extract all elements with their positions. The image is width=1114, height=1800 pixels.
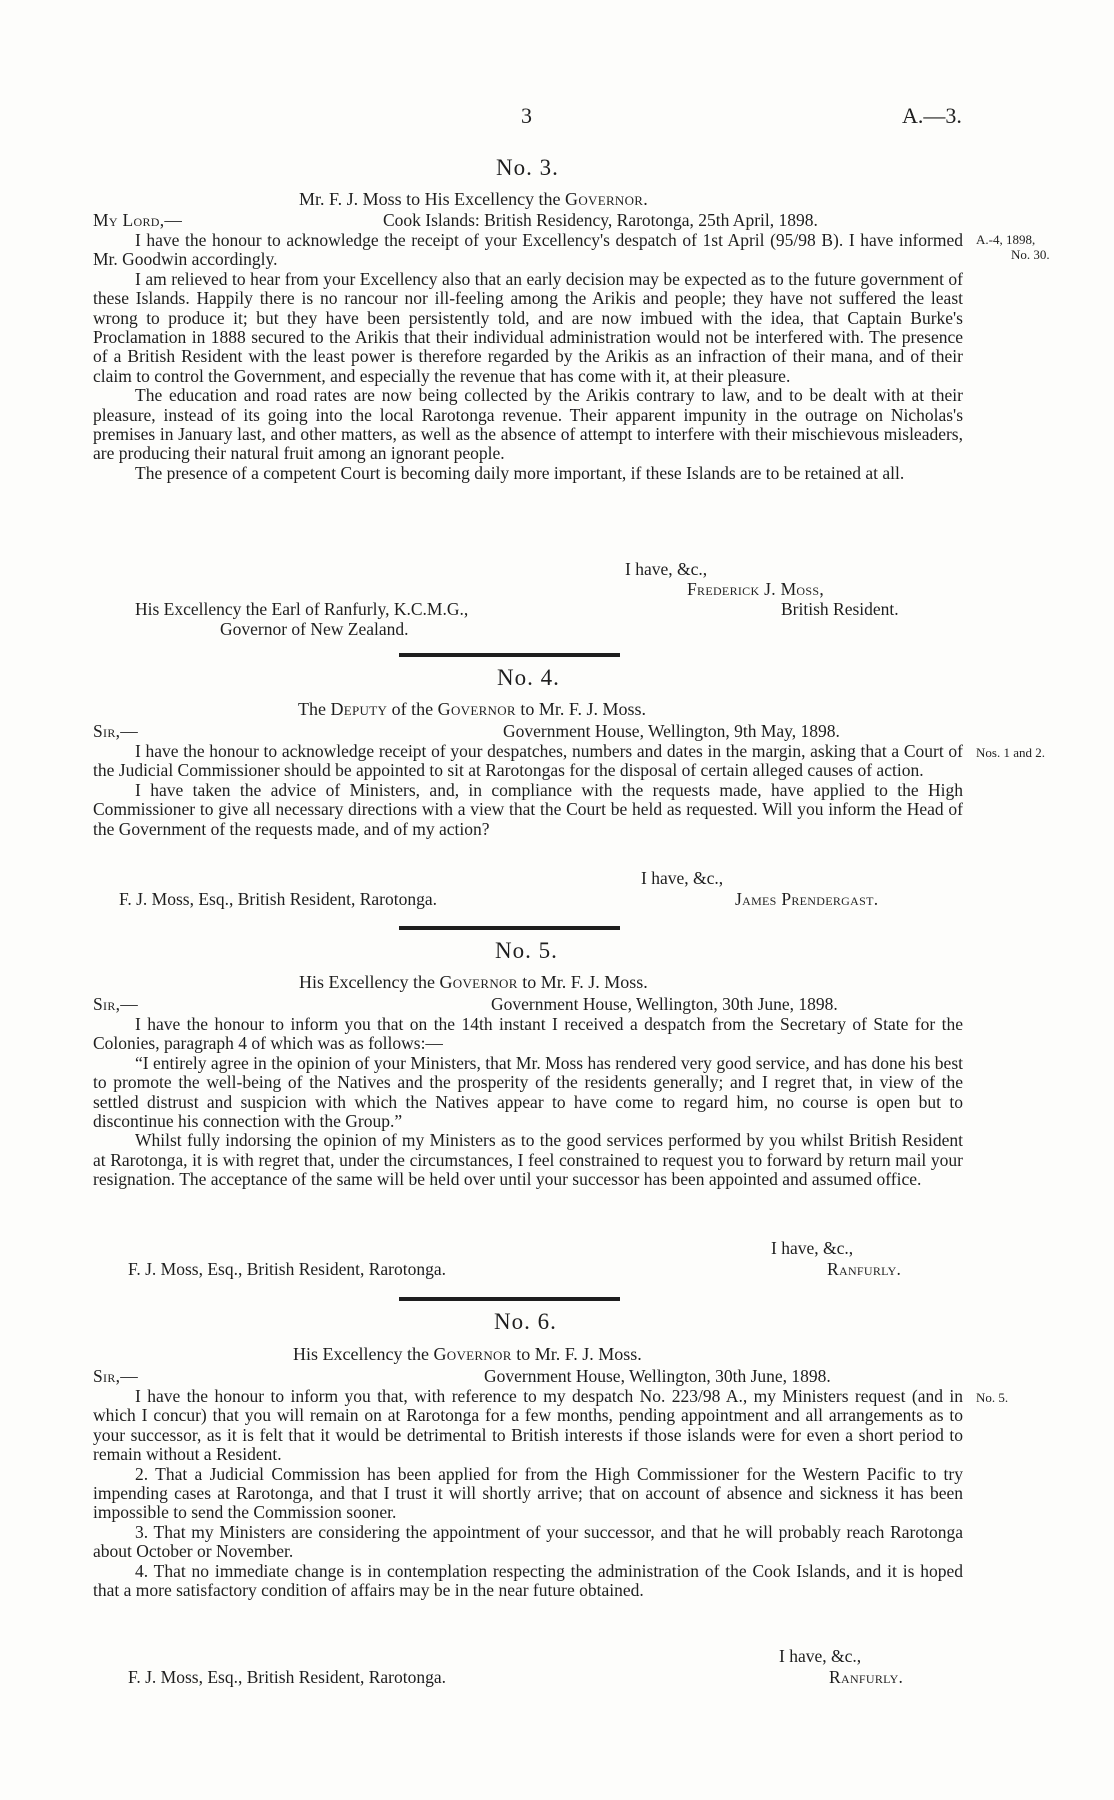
section-divider — [399, 653, 620, 657]
letter-5-heading: His Excellency the Governor to Mr. F. J. Moss. — [299, 972, 648, 992]
letter-3-addressee-2: Governor of New Zealand. — [220, 619, 409, 639]
letter-5-closing: I have, &c., — [771, 1238, 854, 1258]
letter-6-signature: Ranfurly. — [829, 1667, 904, 1687]
letter-4-heading: The Deputy of the Governor to Mr. F. J. Moss. — [298, 699, 646, 719]
paragraph: I have taken the advice of Ministers, and, in compliance with the requests made, have applied to the High Commissioner to give all necessary directions with a view that the Court be held as requested. Will you inform the Head of the Government of the requests made, and of my action? — [93, 779, 963, 839]
paragraph: I have the honour to acknowledge the receipt of your Excellency's despatch of 1st April (95/98 B). I have informed Mr. Goodwin accordingly. — [93, 230, 963, 270]
letter-3-salutation: My Lord,— — [93, 210, 183, 230]
letter-3-number: No. 3. — [496, 155, 559, 180]
letter-3-addressee: His Excellency the Earl of Ranfurly, K.C.M.G., — [135, 599, 469, 619]
letter-3-margin-note-2: No. 30. — [1011, 247, 1050, 262]
paragraph: I have the honour to inform you that on the 14th instant I received a despatch from the Secretary of State for the Colonies, paragraph 4 of which was as follows:— — [93, 1014, 963, 1054]
letter-3-body — [93, 231, 963, 483]
letter-3-signature-title: British Resident. — [781, 599, 899, 619]
letter-6-addressee: F. J. Moss, Esq., British Resident, Rarotonga. — [128, 1667, 446, 1687]
paragraph: 4. That no immediate change is in contemplation respecting the administration of the Cook Islands, and it is hoped that a more satisfactory condition of affairs may be in the near future obtained. — [93, 1560, 963, 1601]
letter-6-body — [93, 1387, 963, 1600]
letter-4-signature: James Prendergast. — [735, 889, 879, 909]
section-divider — [399, 1297, 620, 1301]
letter-6-place-date: Government House, Wellington, 30th June, 1898. — [484, 1366, 831, 1386]
letter-4-place-date: Government House, Wellington, 9th May, 1898. — [503, 721, 840, 741]
letter-6-number: No. 6. — [494, 1309, 557, 1334]
letter-6-salutation: Sir,— — [93, 1366, 139, 1386]
letter-4-closing: I have, &c., — [641, 868, 724, 888]
page-number: 3 — [521, 103, 532, 128]
letter-3-place-date: Cook Islands: British Residency, Rarotonga, 25th April, 1898. — [383, 210, 818, 230]
letter-3-heading: Mr. F. J. Moss to His Excellency the Governor. — [299, 189, 649, 209]
letter-3-signature: Frederick J. Moss, — [687, 579, 825, 599]
letter-3-closing: I have, &c., — [625, 559, 708, 579]
letter-4-body — [93, 742, 963, 839]
letter-4-margin-note: Nos. 1 and 2. — [976, 745, 1045, 760]
letter-5-signature: Ranfurly. — [827, 1259, 902, 1279]
letter-6-margin-note: No. 5. — [976, 1390, 1009, 1405]
letter-6-closing: I have, &c., — [779, 1646, 862, 1666]
letter-5-place-date: Government House, Wellington, 30th June, 1898. — [491, 994, 838, 1014]
letter-5-number: No. 5. — [495, 938, 558, 963]
paragraph: 3. That my Ministers are considering the appointment of your successor, and that he will probably reach Rarotonga about October or November. — [93, 1521, 963, 1562]
section-divider — [399, 926, 620, 930]
letter-4-salutation: Sir,— — [93, 721, 139, 741]
paragraph: I have the honour to acknowledge receipt of your despatches, numbers and dates in the margin, asking that a Court of the Judicial Commissioner should be appointed to sit at Rarotongas for the disposal of certain alleged causes of action. — [93, 741, 963, 781]
letter-3-margin-note: A.-4, 1898, — [976, 232, 1036, 247]
paragraph: I have the honour to inform you that, with reference to my despatch No. 223/98 A., my Ministers request (and in which I concur) that you will remain on at Rarotonga for a few months, pending appointment and all arrangements as to your successor, as it is felt that it would be detrimental to British interests if those islands were for even a short period to remain without a Resident. — [93, 1386, 963, 1465]
document-reference: A.—3. — [902, 103, 962, 128]
quoted-paragraph: “I entirely agree in the opinion of your Ministers, that Mr. Moss has rendered very good service, and has done his best to promote the well-being of the Natives and the prosperity of the residents generally; and I regret that, in view of the settled distrust and suspicion with which the Natives appear to have come to regard him, no course is open but to discontinue his connection with the Group.” — [93, 1052, 963, 1132]
letter-6-heading: His Excellency the Governor to Mr. F. J. Moss. — [293, 1344, 642, 1364]
letter-5-body — [93, 1015, 963, 1190]
paragraph: The presence of a competent Court is becoming daily more important, if these Islands are to be retained at all. — [135, 462, 905, 483]
paragraph: 2. That a Judicial Commission has been applied for from the High Commissioner for the Western Pacific to try impending cases at Rarotonga, and that I trust it will shortly arrive; that on account of absence and sickness it has been impossible to send the Commission sooner. — [93, 1463, 963, 1523]
letter-5-addressee: F. J. Moss, Esq., British Resident, Rarotonga. — [128, 1259, 446, 1279]
letter-4-number: No. 4. — [497, 665, 560, 690]
letter-5-salutation: Sir,— — [93, 994, 139, 1014]
paragraph: The education and road rates are now being collected by the Arikis contrary to law, and to be dealt with at their pleasure, instead of its going into the local Rarotonga revenue. Their apparent impunity in the outrage on Nicholas's premises in January last, and other matters, as well as the absence of attempt to interfere with their mischievous misleaders, are producing their natural fruit among an ignorant people. — [93, 385, 963, 464]
letter-4-addressee: F. J. Moss, Esq., British Resident, Rarotonga. — [119, 889, 437, 909]
paragraph: Whilst fully indorsing the opinion of my Ministers as to the good services performed by you whilst British Resident at Rarotonga, it is with regret that, under the circumstances, I feel constrained to request you to forward by return mail your resignation. The acceptance of the same will be held over until your successor has been appointed and assumed office. — [93, 1130, 963, 1190]
paragraph: I am relieved to hear from your Excellency also that an early decision may be expected as to the future government of these Islands. Happily there is no rancour nor ill-feeling among the Arikis and people; they have not suffered the least wrong to produce it; but they have been persistently told, and are now imbued with the idea, that Captain Burke's Proclamation in 1888 secured to the Arikis that their individual administration would not be interfered with. The presence of a British Resident with the least power is therefore regarded by the Arikis as an infraction of their mana, and of their claim to control the Government, and especially the revenue that has come with it, at their pleasure. — [93, 268, 963, 386]
